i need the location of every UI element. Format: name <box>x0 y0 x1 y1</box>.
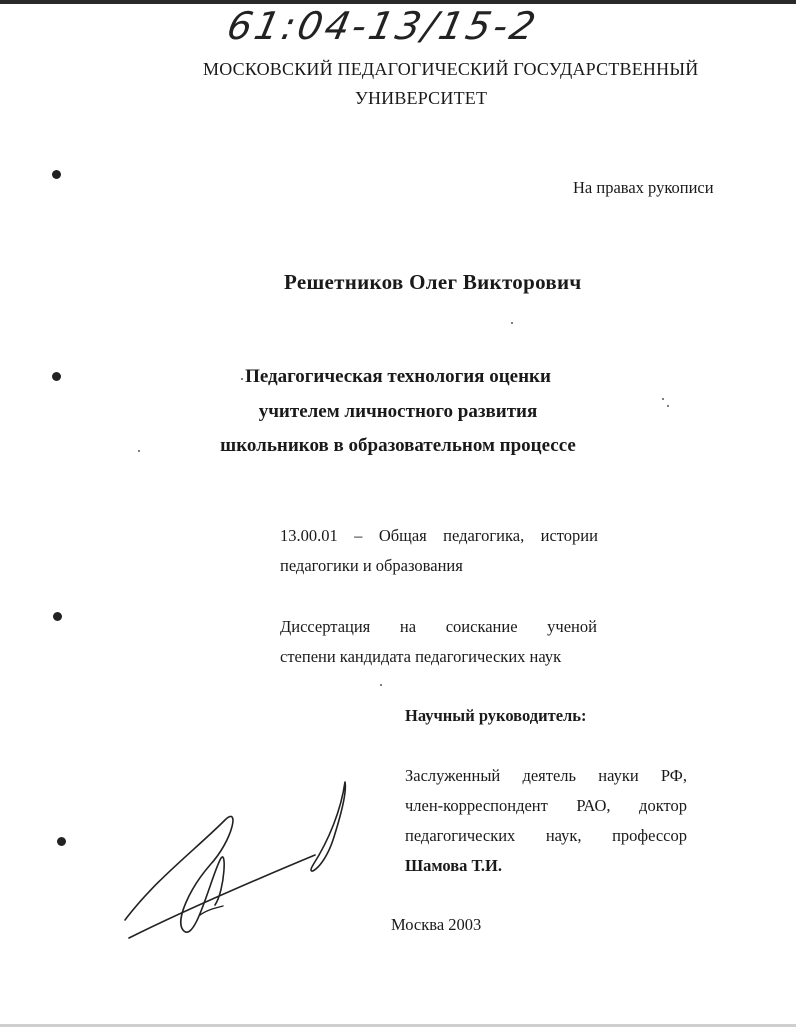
thesis-title-line2: учителем личностного развития <box>258 401 538 422</box>
thesis-title-line1: Педагогическая технология оценки <box>245 366 551 387</box>
university-name-line2: УНИВЕРСИТЕТ <box>355 88 488 108</box>
supervisor-label: Научный руководитель: <box>405 706 587 725</box>
binding-hole-mark <box>52 170 61 179</box>
supervisor-word: деятель <box>522 766 577 785</box>
supervisor-word: РФ, <box>660 766 687 785</box>
dissertation-line2: степени кандидата педагогических наук <box>280 647 562 666</box>
specialty-word: – <box>354 526 363 545</box>
scan-speck <box>511 322 513 324</box>
specialty-word: истории <box>540 526 598 545</box>
binding-hole-mark <box>53 612 62 621</box>
supervisor-line2 <box>405 796 687 816</box>
supervisor-word: наук, <box>545 826 582 845</box>
supervisor-word: науки <box>598 766 639 785</box>
supervisor-word: Заслуженный <box>405 766 501 785</box>
supervisor-word: РАО, <box>576 796 611 815</box>
specialty-word: 13.00.01 <box>280 526 338 545</box>
dissertation-word: соискание <box>445 617 518 636</box>
university-name-line1: МОСКОВСКИЙ ПЕДАГОГИЧЕСКИЙ ГОСУДАРСТВЕННЫЙ <box>203 59 699 79</box>
dissertation-line1 <box>280 617 597 637</box>
supervisor-word: доктор <box>639 796 687 815</box>
supervisor-word: член-корреспондент <box>405 796 548 815</box>
thesis-title-line3: школьников в образовательном процессе <box>220 435 576 456</box>
supervisor-word: профессор <box>612 826 687 845</box>
supervisor-line1 <box>405 766 687 786</box>
scan-speck <box>380 684 382 686</box>
scan-speck <box>662 398 664 400</box>
supervisor-word: педагогических <box>405 826 516 845</box>
specialty-word: педагогика, <box>443 526 525 545</box>
signature-icon <box>115 770 365 950</box>
dissertation-word: Диссертация <box>280 617 371 636</box>
supervisor-line3 <box>405 826 687 846</box>
scan-speck <box>241 378 243 380</box>
manuscript-rights-note: На правах рукописи <box>573 178 714 197</box>
supervisor-name: Шамова Т.И. <box>405 856 502 875</box>
specialty-line1 <box>280 526 598 546</box>
scan-speck <box>667 405 669 407</box>
city-year: Москва 2003 <box>391 915 482 934</box>
author-name: Решетников Олег Викторович <box>284 270 582 294</box>
binding-hole-mark <box>52 372 61 381</box>
dissertation-word: ученой <box>547 617 597 636</box>
binding-hole-mark <box>57 837 66 846</box>
specialty-word: Общая <box>378 526 427 545</box>
specialty-line2: педагогики и образования <box>280 556 463 575</box>
scan-speck <box>138 450 140 452</box>
handwritten-registration-number: 61:04-13/15-2 <box>223 4 543 48</box>
dissertation-word: на <box>399 617 417 636</box>
